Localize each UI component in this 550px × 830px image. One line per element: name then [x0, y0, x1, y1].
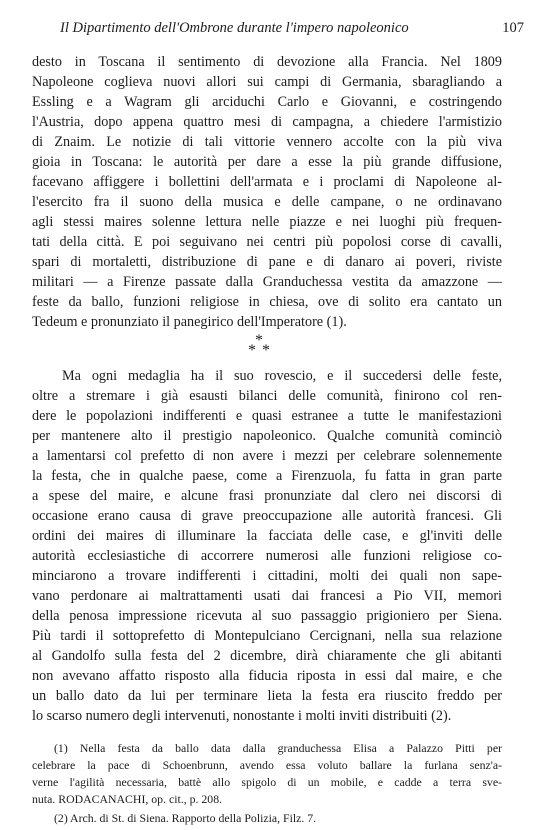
text-line: vano perdonare ai maltrattamenti usati dai francesi a Pio VII, memori: [32, 588, 502, 604]
running-title: Il Dipartimento dell'Ombrone durante l'impero napoleonico: [60, 20, 409, 36]
text-line: a spese del maire, e alcune frasi pronunziate dal clero nei discorsi di: [32, 488, 502, 504]
text-line: Tedeum e pronunziato il panegirico dell'Imperatore (1).: [32, 314, 347, 330]
text-line: Più tardi il sottoprefetto di Montepulciano Cercignani, nella sua relazione: [32, 628, 502, 644]
text-line: Essling e a Wagram gli arciduchi Carlo e Giovanni, e costringendo: [32, 94, 502, 110]
text-line: non avevano affatto risposto alla fiducia riposta in essi dal maire, e che: [32, 668, 502, 684]
text-line: militari — a Firenze passate dalla Granduchessa vestita da amazzone —: [32, 274, 502, 290]
asterisk: *: [262, 342, 270, 359]
footnote-line: (1) Nella festa da ballo data dalla granduchessa Elisa a Palazzo Pitti per: [54, 741, 502, 755]
text-line: a lamentarsi col prefetto di non avere i mezzi per celebrare solennemente: [32, 448, 502, 464]
text-line: al Gandolfo sulla festa del 2 dicembre, dirà chiaramente che gli abitanti: [32, 648, 502, 664]
text-line: feste da ballo, funzioni religiose in chiesa, ove di solito era cantato un: [32, 294, 502, 310]
text-line: ordini dei maires di illuminare la facciata delle case, e gl'inviti delle: [32, 528, 502, 544]
text-line: occasione erano causa di grave preoccupazione alle autorità francesi. Gli: [32, 508, 502, 524]
text-line: lo scarso numero degli intervenuti, nonostante i molti inviti distribuiti (2).: [32, 708, 452, 724]
footnote-line: nuta. RODACANACHI, op. cit., p. 208.: [32, 792, 223, 806]
section-separator: [246, 333, 276, 359]
text-line: oltre a stremare i già esausti bilanci delle comunità, finirono col ren-: [32, 388, 502, 404]
text-line: spari di mortaletti, distribuzione di pane e di danaro ai poveri, riviste: [32, 254, 502, 270]
text-line: gioia in Toscana: le autorità per dare a esse la più grande diffusione,: [32, 154, 502, 170]
running-header: [40, 20, 524, 42]
text-line: della penosa impressione ricevuta al suo passaggio prigioniero per Siena.: [32, 608, 502, 624]
text-line: Ma ogni medaglia ha il suo rovescio, e il succedersi delle feste,: [62, 368, 502, 384]
asterisk: *: [255, 332, 263, 349]
text-line: minciarono a trovare indifferenti i cittadini, molti dei quali non sape-: [32, 568, 502, 584]
text-line: per mantenere alto il prestigio napoleonico. Qualche comunità cominciò: [32, 428, 502, 444]
footnote-line: verne l'agilità necessaria, battè allo spigolo di un mobile, e cadde a terra sve-: [32, 775, 502, 789]
text-line: l'esercito fra il suono della musica e delle campane, o ne ordinavano: [32, 194, 502, 210]
text-line: l'Austria, dopo appena quattro mesi di campagna, a chiedere l'armistizio: [32, 114, 502, 130]
text-line: la festa, che in qualche paese, come a Firenzuola, fu fatta in gran parte: [32, 468, 502, 484]
text-line: desto in Toscana il sentimento di devozione alla Francia. Nel 1809: [32, 54, 502, 70]
text-line: dere le popolazioni indifferenti e quasi estranee a tutte le manifestazioni: [32, 408, 502, 424]
text-line: Napoleone coglieva nuovi allori sui campi di Germania, sbaragliando a: [32, 74, 502, 90]
text-line: agli stessi maires solenne lettura nelle piazze e nei luoghi più frequen-: [32, 214, 502, 230]
text-line: un ballo dato da lui per terminare lieta la festa era riuscito freddo per: [32, 688, 502, 704]
footnote-line: (2) Arch. di St. di Siena. Rapporto della Polizia, Filz. 7.: [54, 811, 317, 825]
page-number: 107: [502, 20, 524, 36]
footnote-line: celebrare la pace di Schoenbrunn, avendo essa voluto ballare la furlana senz'a-: [32, 758, 502, 772]
text-line: autorità ecclesiastiche di accorrere numerosi alle funzioni religiose co-: [32, 548, 502, 564]
asterisk: *: [248, 342, 256, 359]
text-line: facevano affiggere i bollettini dell'armata e i proclami di Napoleone al-: [32, 174, 502, 190]
text-line: tati della città. E poi seguivano nei centri più popolosi corse di cavalli,: [32, 234, 502, 250]
text-line: di Znaim. Le notizie di tali vittorie vennero accolte con la più viva: [32, 134, 502, 150]
